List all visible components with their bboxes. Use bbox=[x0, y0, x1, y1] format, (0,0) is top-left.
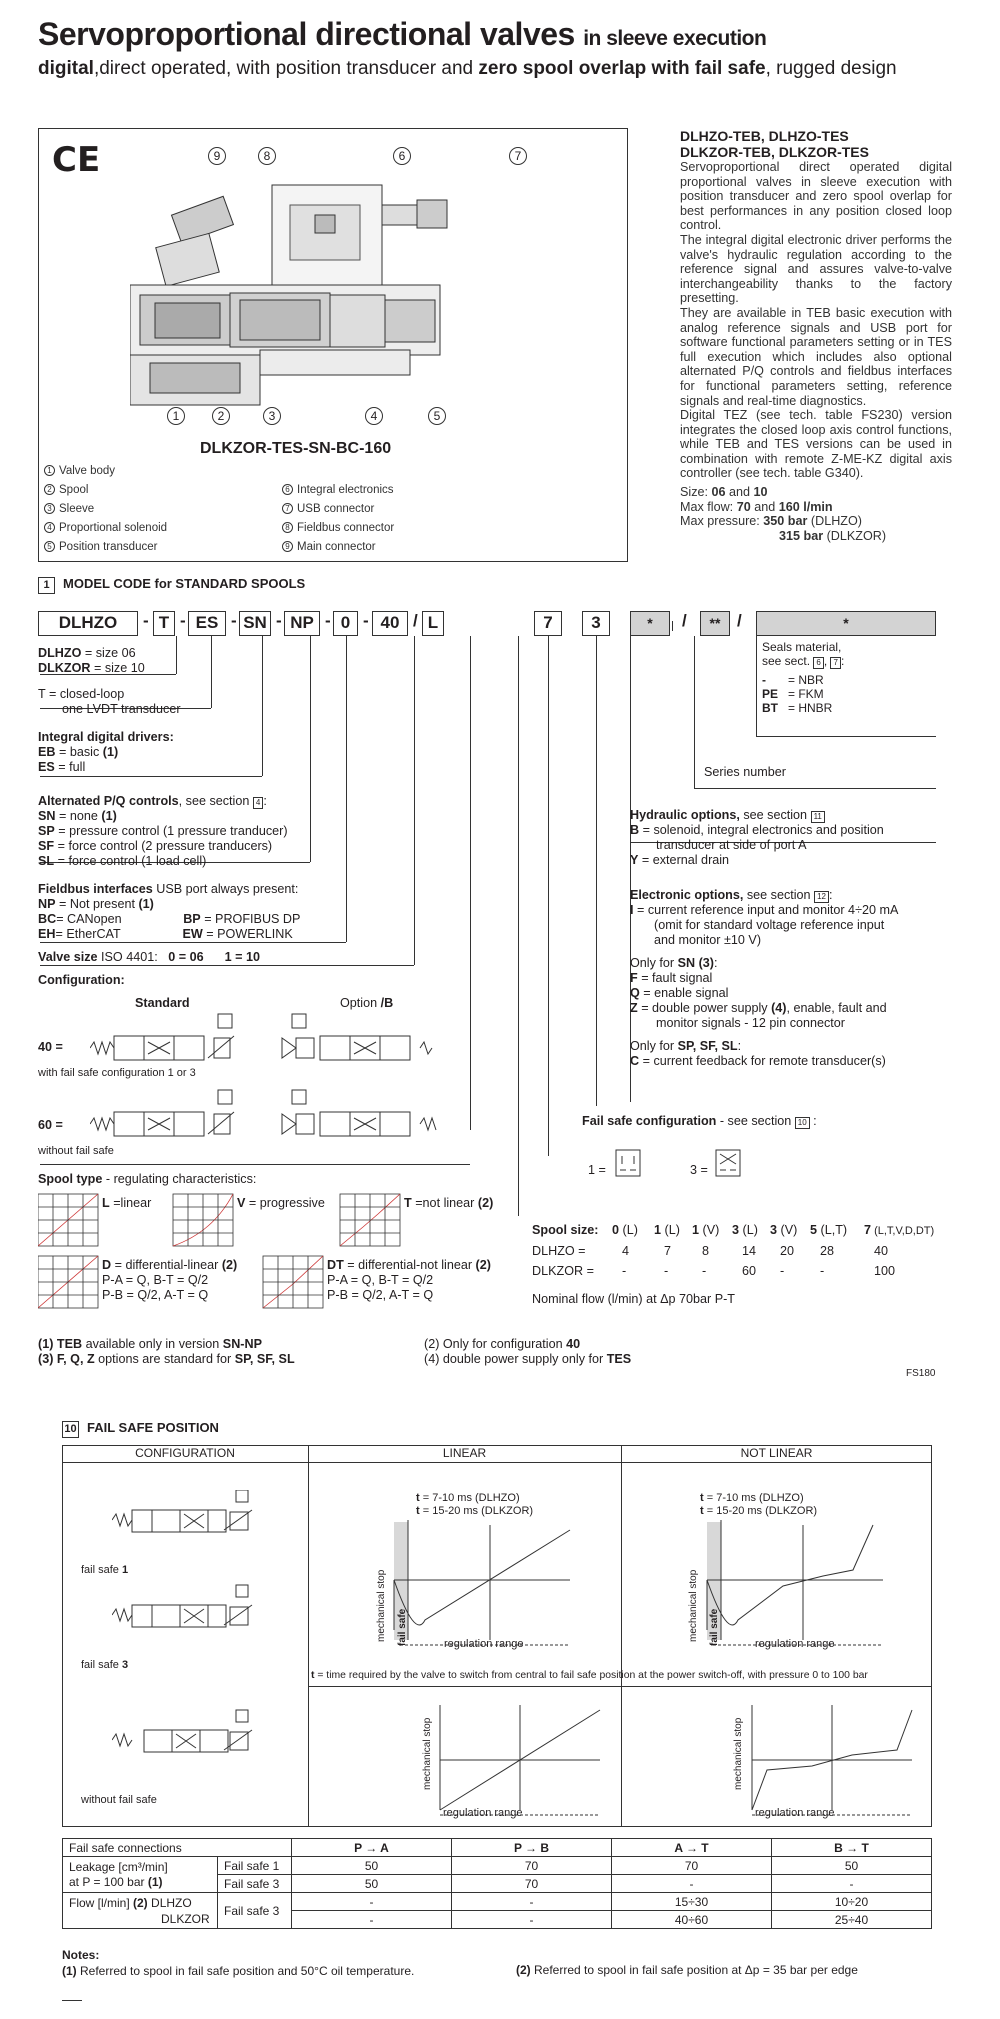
series-number-label: Series number bbox=[704, 765, 786, 779]
hydraulic-options: Hydraulic options, see section 11 B = solenoid, integral electronics and position transducer at side of port A Y = external drain bbox=[630, 808, 884, 867]
code-box-fail-safe: 3 bbox=[582, 611, 610, 636]
fsw-label: without fail safe bbox=[81, 1794, 157, 1806]
mech-stop-label: mechanical stop bbox=[688, 1569, 699, 1642]
legend-item: 1 Valve body bbox=[44, 462, 167, 481]
timing-not-linear: t = 7-10 ms (DLHZO) t = 15-20 ms (DLKZOR) bbox=[700, 1492, 818, 1517]
code-sep: - bbox=[180, 611, 186, 630]
table-row: Leakage [cm³/min] at P = 100 bar (1) Fail safe 1 50 70 70 50 bbox=[63, 1857, 932, 1875]
code-box-spool: L bbox=[422, 611, 444, 636]
config-60-note: without fail safe bbox=[38, 1145, 114, 1157]
fail-safe-config: Fail safe configuration - see section 10 : bbox=[582, 1114, 817, 1128]
code-sep: / bbox=[682, 611, 687, 630]
fail-safe-symbols-col bbox=[112, 1490, 262, 1790]
code-sep: / bbox=[737, 611, 742, 630]
valve-size-definition: Valve size ISO 4401: 0 = 06 1 = 10 bbox=[38, 950, 260, 964]
fail-safe-symbols bbox=[614, 1144, 754, 1184]
callout-5: 5 bbox=[428, 407, 450, 425]
page-title bbox=[38, 16, 766, 53]
callout-9: 9 bbox=[208, 147, 230, 165]
footnotes-left: (1) TEB available only in version SN-NP (3) F, Q, Z options are standard for SP, SF, SL bbox=[38, 1337, 295, 1366]
electronic-options: Electronic options, see section 12 : I = current reference input and monitor 4÷20 mA (omit for standard voltage reference input and monitor ±10 V) Only for SN (3): F = fault signal Q = enable signal Z = double power supply (4), enable, fault and monitor signals - 12 pin connector Only for SP, SF, SL: C = current feedback for remote transducer(s) bbox=[630, 888, 899, 1068]
size-definitions: DLHZO = size 06 DLKZOR = size 10 bbox=[38, 646, 145, 675]
code-box-series-number: ** bbox=[700, 611, 730, 636]
spool-D: D = differential-linear (2) P-A = Q, B-T = Q/2 P-B = Q/2, A-T = Q bbox=[102, 1258, 238, 1302]
spec-pressure: Max pressure: 350 bar (DLHZO) bbox=[680, 514, 862, 529]
spool-V: V = progressive bbox=[237, 1196, 325, 1210]
fieldbus-definitions: Fieldbus interfaces USB port always present: NP = Not present (1) BC= CANopen BP = PROFIBUS DP EH= EtherCAT EW = POWERLINK bbox=[38, 882, 301, 941]
col-not-linear: NOT LINEAR bbox=[740, 1446, 813, 1460]
legend-item: 7 USB connector bbox=[282, 500, 394, 519]
code-sep: - bbox=[325, 611, 331, 630]
code-sep: - bbox=[231, 611, 237, 630]
regulation-range-label: regulation range bbox=[755, 1807, 835, 1819]
title-sub: in sleeve execution bbox=[583, 27, 767, 50]
callout-7: 7 bbox=[509, 147, 531, 165]
callout-1: 1 bbox=[167, 407, 189, 425]
section-number: 10 bbox=[62, 1421, 79, 1438]
code-sep: - bbox=[363, 611, 369, 630]
mech-stop-label: mechanical stop bbox=[376, 1569, 387, 1642]
config-40-note: with fail safe configuration 1 or 3 bbox=[38, 1067, 196, 1079]
section-title: MODEL CODE for STANDARD SPOOLS bbox=[63, 576, 306, 591]
table-row: Flow [l/min] (2) DLHZO DLKZOR Fail safe 3 - - 15÷30 10÷20 bbox=[63, 1893, 932, 1911]
fail-safe-heading bbox=[62, 1420, 219, 1438]
regulation-range-label: regulation range bbox=[443, 1807, 523, 1819]
code-box-size: 0 bbox=[333, 611, 358, 636]
section-title: FAIL SAFE POSITION bbox=[87, 1420, 219, 1435]
code-box-pq: SN bbox=[239, 611, 271, 636]
legend-item: 8 Fieldbus connector bbox=[282, 519, 394, 538]
subtitle-bold-2: zero spool overlap with fail safe bbox=[478, 58, 766, 79]
callout-3: 3 bbox=[263, 407, 285, 425]
legend-item: 9 Main connector bbox=[282, 538, 394, 557]
callout-6: 6 bbox=[393, 147, 415, 165]
footnotes-right: (2) Only for configuration 40 (4) double power supply only for TES bbox=[424, 1337, 632, 1366]
legend-left bbox=[44, 462, 167, 557]
regulation-range-label: regulation range bbox=[444, 1638, 524, 1650]
intro-paragraph: Servoproportional direct operated digital proportional valves in sleeve execution with position transducer and zero spool overlap for best performances in any position closed loop control. bbox=[680, 160, 952, 233]
valve-cutaway-drawing bbox=[130, 145, 470, 435]
legend-right bbox=[282, 481, 394, 557]
col-linear: LINEAR bbox=[442, 1446, 487, 1460]
fail-safe-label: fail safe bbox=[709, 1608, 720, 1646]
timing-note: t = time required by the valve to switch from central to fail safe position at the power switch-off, with pressure 0 to 100 bar bbox=[311, 1670, 868, 1681]
connection-note-2: (2) Referred to spool in fail safe position at Δp = 35 bar per edge bbox=[516, 1963, 858, 1977]
regulation-range-label: regulation range bbox=[755, 1638, 835, 1650]
intro-heading-1: DLHZO-TEB, DLHZO-TES bbox=[680, 128, 849, 144]
not-linear-no-fail-safe-graph bbox=[732, 1700, 932, 1820]
connection-notes: Notes: (1) Referred to spool in fail safe position and 50°C oil temperature. bbox=[62, 1948, 415, 1978]
section-number: 1 bbox=[38, 577, 55, 594]
code-box-transducer: T bbox=[153, 611, 175, 636]
code-box-fieldbus: NP bbox=[284, 611, 320, 636]
spool-size-table: Spool size: 0 (L) 1 (L) 1 (V) 3 (L) 3 (V) 5 (L,T) 7 (L,T,V,D,DT) DLHZO = 4 7 8 14 20 28 40 DLKZOR = - - - 60 - - 100 Nominal flow (l/min) at Δp 70bar P-T bbox=[532, 1223, 935, 1306]
configuration-heading: Configuration: bbox=[38, 973, 125, 987]
subtitle-text-1: ,direct operated, with position transducer and bbox=[93, 58, 479, 79]
driver-definitions: Integral digital drivers: EB = basic (1) ES = full bbox=[38, 730, 174, 774]
callout-8: 8 bbox=[258, 147, 280, 165]
spool-type-heading: Spool type - regulating characteristics: bbox=[38, 1172, 257, 1186]
legend-item: 2 Spool bbox=[44, 481, 167, 500]
legend-item: 3 Sleeve bbox=[44, 500, 167, 519]
model-code-heading bbox=[38, 576, 305, 594]
legend-item: 5 Position transducer bbox=[44, 538, 167, 557]
intro-heading-2: DLKZOR-TEB, DLKZOR-TES bbox=[680, 144, 869, 160]
code-box-config: 40 bbox=[372, 611, 408, 636]
ce-mark: CE bbox=[52, 140, 101, 180]
col-configuration: CONFIGURATION bbox=[135, 1446, 235, 1460]
title-main: Servoproportional directional valves bbox=[38, 16, 575, 52]
fail-safe-3-label: 3 = bbox=[690, 1163, 708, 1177]
config-40-label: 40 = bbox=[38, 1040, 63, 1054]
table-row: - - 40÷60 25÷40 bbox=[63, 1911, 932, 1929]
spec-size: Size: 06 and 10 bbox=[680, 485, 768, 500]
subtitle-bold-1: digital bbox=[38, 58, 94, 79]
spec-pressure-2: 315 bar (DLKZOR) bbox=[779, 528, 887, 543]
fail-safe-1-label: 1 = bbox=[588, 1163, 606, 1177]
legend-item: 6 Integral electronics bbox=[282, 481, 394, 500]
page-subtitle bbox=[38, 58, 897, 80]
spool-L: L =linear bbox=[102, 1196, 152, 1210]
mech-stop-label: mechanical stop bbox=[422, 1717, 433, 1790]
callout-2: 2 bbox=[212, 407, 234, 425]
mech-stop-label: mechanical stop bbox=[733, 1717, 744, 1790]
spool-size-row: DLHZO = 4 7 8 14 20 28 40 bbox=[532, 1244, 889, 1258]
doc-code: FS180 bbox=[906, 1368, 936, 1379]
table-row: Fail safe 3 50 70 - - bbox=[63, 1875, 932, 1893]
timing-linear: t = 7-10 ms (DLHZO) t = 15-20 ms (DLKZOR) bbox=[416, 1492, 534, 1517]
pq-definitions: Alternated P/Q controls, see section 4 : SN = none (1) SP = pressure control (1 pressure tranducer) SF = force control (2 pressure tranducers) SL = force control (1 load cell) bbox=[38, 794, 288, 868]
code-sep: / bbox=[413, 611, 418, 630]
fs3-label: fail safe 3 bbox=[81, 1659, 129, 1671]
code-box-seals: * bbox=[756, 611, 936, 636]
fail-safe-label: fail safe bbox=[397, 1608, 408, 1646]
transducer-definition: T = closed-loop one LVDT transducer bbox=[38, 687, 181, 716]
spec-flow: Max flow: 70 and 160 l/min bbox=[680, 499, 833, 514]
table-header-row: Fail safe connections P → A P → B A → T B → T bbox=[63, 1839, 932, 1857]
seals-definitions: Seals material, see sect. 6 , 7 : - = NBR PE = FKM BT = HNBR bbox=[762, 640, 845, 715]
intro-paragraph: The integral digital electronic driver performs the valve's hydraulic regulation according to the reference signal and assures valve-to-valve interchangeability thanks to the factory presetting. bbox=[680, 232, 952, 306]
code-box-spool-size: 7 bbox=[534, 611, 562, 636]
config-60-label: 60 = bbox=[38, 1118, 63, 1132]
config-option-label: Option /B bbox=[340, 996, 394, 1010]
spool-size-row: DLKZOR = - - - 60 - - 100 bbox=[532, 1264, 896, 1278]
linear-no-fail-safe-graph bbox=[420, 1700, 620, 1820]
configuration-symbols bbox=[90, 1006, 460, 1146]
intro-text bbox=[680, 128, 952, 543]
spool-T: T =not linear (2) bbox=[404, 1196, 494, 1210]
code-box-options: * bbox=[630, 611, 670, 636]
fs1-label: fail safe 1 bbox=[81, 1564, 129, 1576]
legend-item: 4 Proportional solenoid bbox=[44, 519, 167, 538]
callout-4: 4 bbox=[365, 407, 387, 425]
subtitle-text-2: , rugged design bbox=[765, 58, 897, 79]
intro-paragraph: Digital TEZ (see tech. table FS230) version integrates the closed loop axis control functions, while TEB and TES versions can be used in combination with remote Z-ME-KZ digital axis controller (see tech. table G340). bbox=[680, 408, 952, 481]
code-box-series: DLHZO bbox=[38, 611, 138, 636]
figure-caption: DLKZOR-TES-SN-BC-160 bbox=[200, 440, 392, 457]
code-box-driver: ES bbox=[188, 611, 226, 636]
code-sep: - bbox=[143, 611, 149, 630]
intro-paragraph: They are available in TEB basic execution with analog reference signals and USB port for software functional parameters setting or in TES full execution which includes also optional alternated P/Q controls and fieldbus interfaces for functional parameters setting, reference signals and real-time diagnostics. bbox=[680, 305, 952, 408]
spool-DT: DT = differential-not linear (2) P-A = Q, B-T = Q/2 P-B = Q/2, A-T = Q bbox=[327, 1258, 491, 1302]
fail-safe-connections-table bbox=[62, 1838, 932, 1929]
config-standard-label: Standard bbox=[135, 996, 190, 1010]
code-sep: - bbox=[276, 611, 282, 630]
